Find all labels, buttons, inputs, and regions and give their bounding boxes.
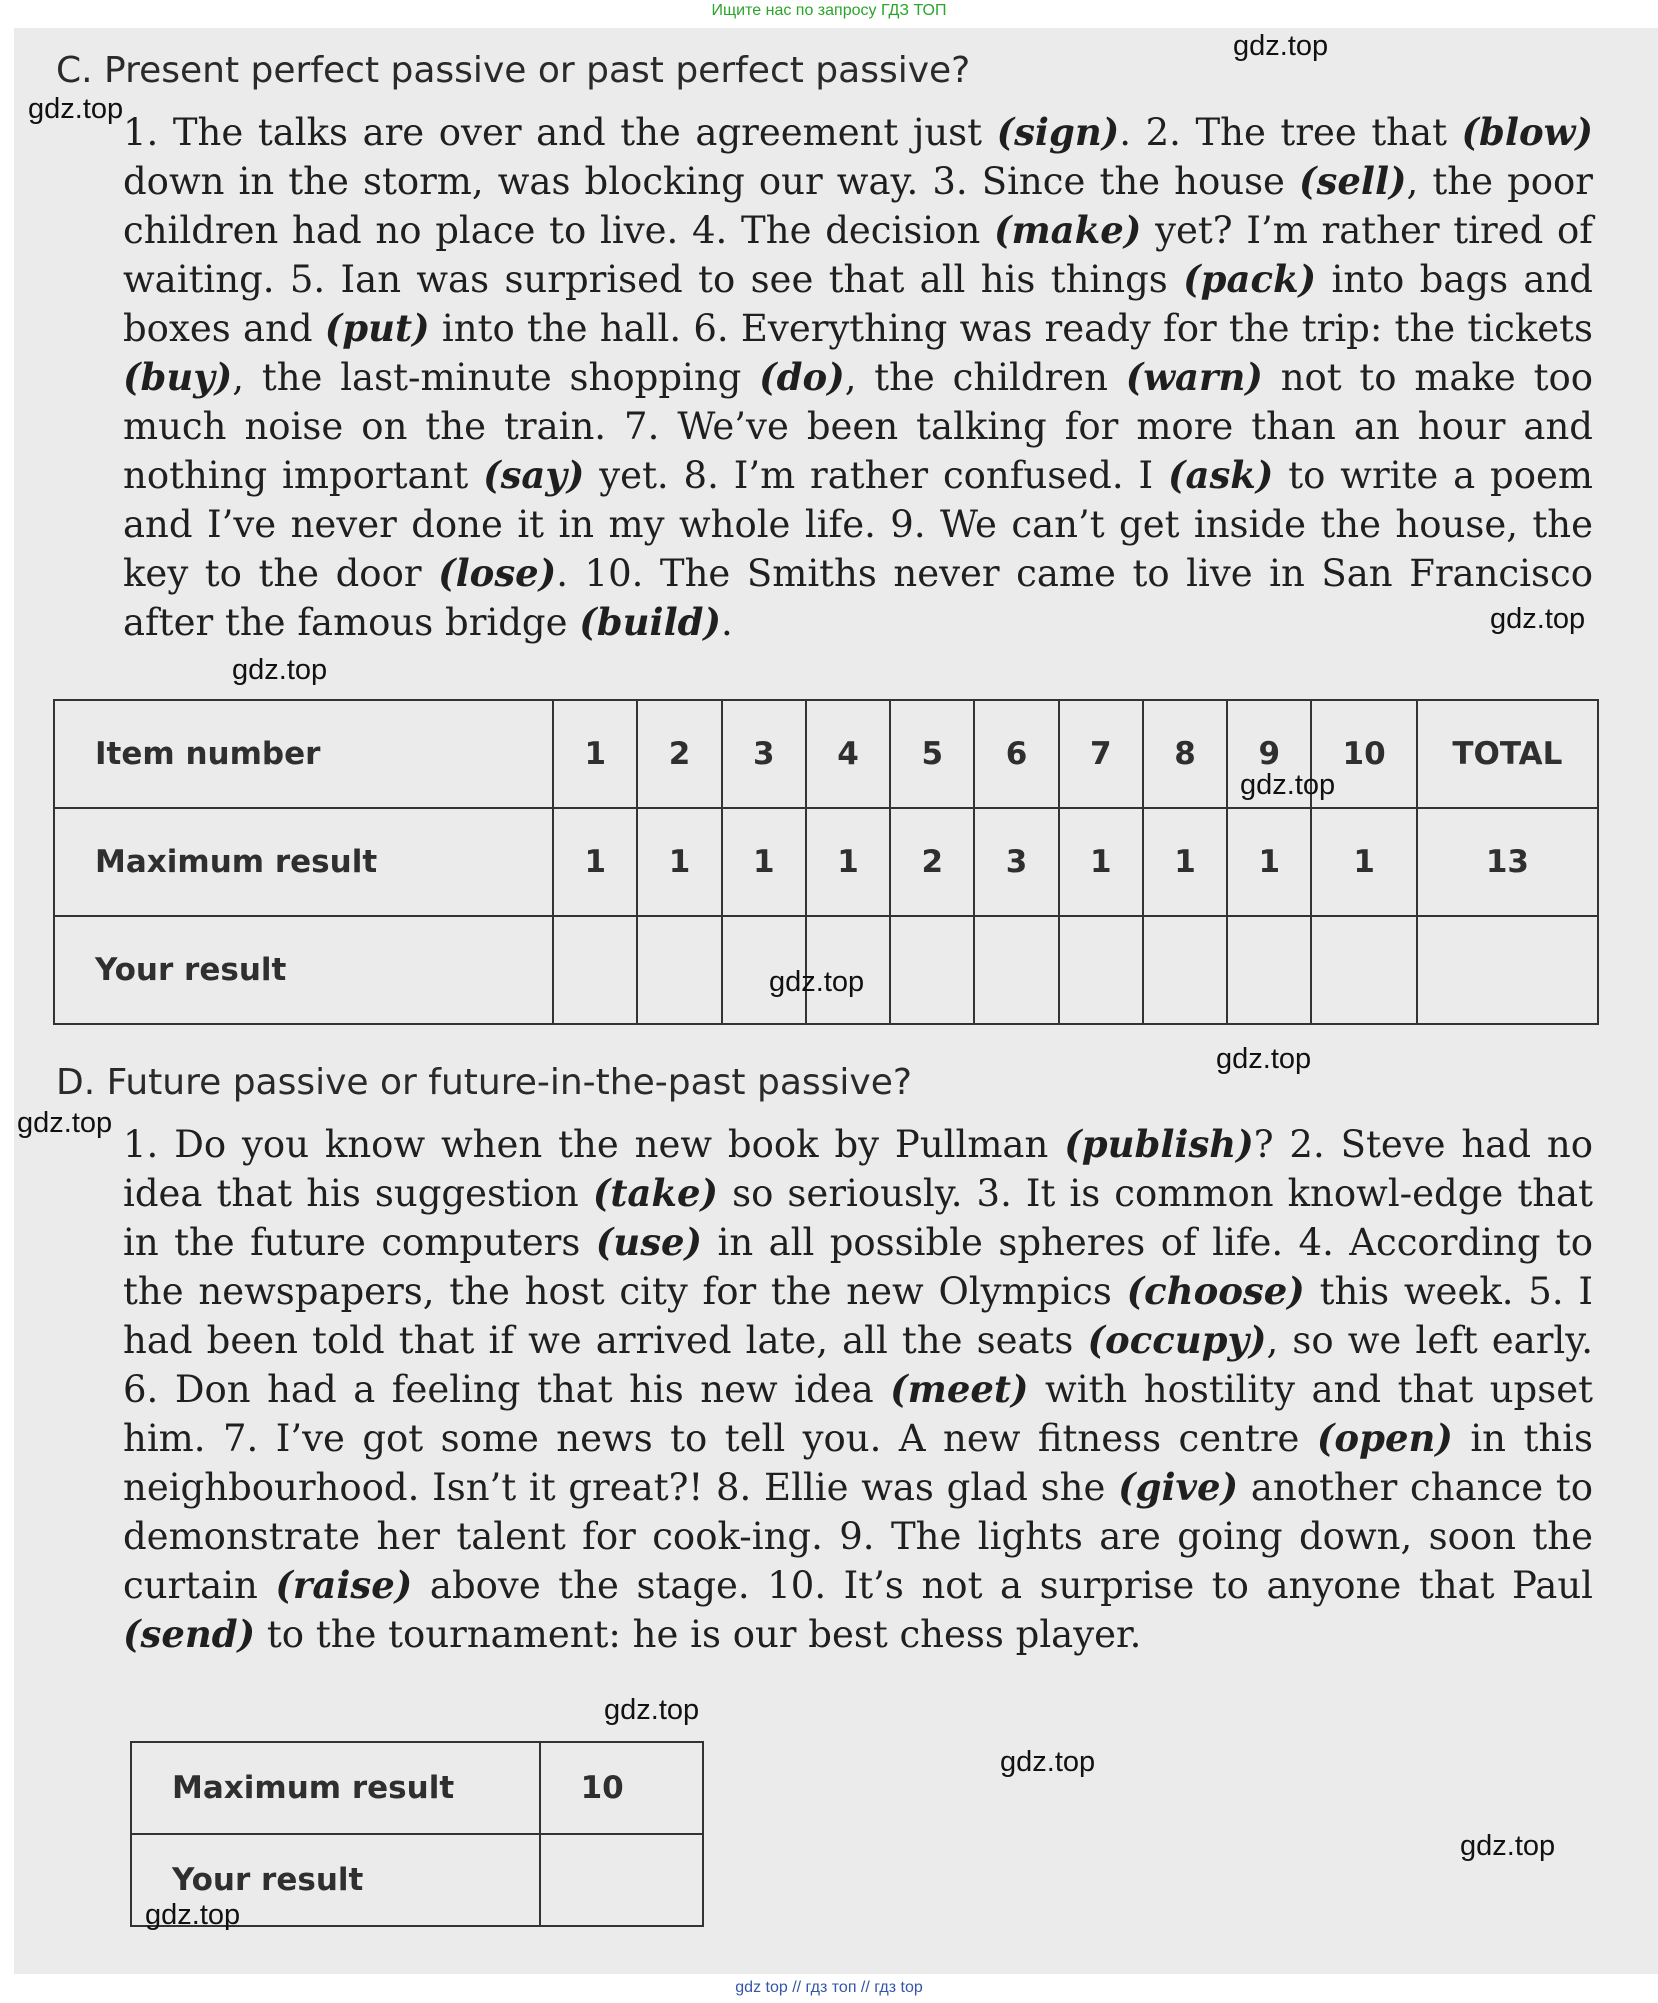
your-result-label: Your result xyxy=(131,1834,540,1926)
exercise-text-segment: , the children xyxy=(844,356,1126,399)
watermark: gdz.top xyxy=(17,1107,113,1139)
verb-prompt: (take) xyxy=(592,1171,719,1215)
your-result-cell[interactable] xyxy=(1227,916,1311,1024)
exercise-text-segment: with hostility and that upset him. 7. I’ve got some news to tell you. A new fitness centre xyxy=(123,1368,1593,1460)
verb-prompt: (open) xyxy=(1316,1416,1453,1460)
item-cell: 3 xyxy=(722,700,806,808)
maximum-result-label: Maximum result xyxy=(54,808,553,916)
max-cell: 1 xyxy=(1311,808,1416,916)
exercise-text-segment: above the stage. 10. It’s not a surprise to anyone that Paul xyxy=(412,1564,1594,1607)
exercise-text-segment: so seriously. 3. It is common knowl-edge that in the future computers xyxy=(123,1172,1593,1264)
exercise-text-segment: into bags and boxes and xyxy=(123,258,1593,350)
exercise-text-segment: in all possible spheres of life. 4. According to the newspapers, the host city for the new Olympics xyxy=(123,1221,1593,1313)
your-result-cell[interactable] xyxy=(540,1834,703,1926)
item-cell: 1 xyxy=(553,700,637,808)
section-c-heading: C. Present perfect passive or past perfect passive? xyxy=(56,50,971,91)
verb-prompt: (say) xyxy=(483,453,585,497)
watermark: gdz.top xyxy=(1240,769,1336,801)
item-cell: 6 xyxy=(974,700,1058,808)
verb-prompt: (publish) xyxy=(1064,1122,1254,1166)
table-row xyxy=(54,808,1598,916)
footer-links[interactable]: gdz top // гдз топ // гдз top xyxy=(735,1979,923,1996)
table-row xyxy=(131,1742,703,1834)
item-cell: 10 xyxy=(1311,700,1416,808)
item-cell: 9 xyxy=(1227,700,1311,808)
verb-prompt: (use) xyxy=(595,1220,703,1264)
watermark: gdz.top xyxy=(1216,1043,1312,1075)
exercise-text-segment: 1. Do you know when the new book by Pullman xyxy=(123,1123,1065,1166)
max-total-cell: 13 xyxy=(1417,808,1598,916)
verb-prompt: (put) xyxy=(324,306,430,350)
your-result-cell[interactable] xyxy=(1311,916,1416,1024)
watermark: gdz.top xyxy=(604,1694,700,1726)
watermark: gdz.top xyxy=(232,654,328,686)
exercise-text-segment: 1. The talks are over and the agreement just xyxy=(123,111,997,154)
exercise-text-segment: , so we left early. 6. Don had a feeling that his new idea xyxy=(123,1319,1594,1411)
your-result-label: Your result xyxy=(54,916,553,1024)
exercise-text-segment: not to make too much noise on the train. 7. We’ve been talking for more than an hour and nothing important xyxy=(123,356,1593,497)
watermark: gdz.top xyxy=(1490,603,1586,635)
item-cell: 4 xyxy=(806,700,890,808)
your-result-cell[interactable] xyxy=(1143,916,1227,1024)
verb-prompt: (choose) xyxy=(1126,1269,1305,1313)
verb-prompt: (buy) xyxy=(123,355,233,399)
verb-prompt: (warn) xyxy=(1125,355,1263,399)
exercise-text-segment: . xyxy=(721,601,733,644)
exercise-text-segment: ? 2. Steve had no idea that his suggestion xyxy=(123,1123,1593,1215)
your-result-cell[interactable] xyxy=(637,916,721,1024)
verb-prompt: (ask) xyxy=(1167,453,1274,497)
your-result-cell[interactable] xyxy=(974,916,1058,1024)
verb-prompt: (raise) xyxy=(275,1563,413,1607)
max-cell: 1 xyxy=(553,808,637,916)
exercise-text-segment: yet. 8. I’m rather confused. I xyxy=(584,454,1168,497)
max-cell: 1 xyxy=(806,808,890,916)
exercise-text-segment: in this neighbourhood. Isn’t it great?! 8. Ellie was glad she xyxy=(123,1417,1593,1509)
max-cell: 1 xyxy=(722,808,806,916)
exercise-text-segment: , the last-minute shopping xyxy=(232,356,760,399)
table-row xyxy=(54,700,1598,808)
verb-prompt: (give) xyxy=(1118,1465,1239,1509)
verb-prompt: (occupy) xyxy=(1087,1318,1267,1362)
your-result-cell[interactable] xyxy=(553,916,637,1024)
watermark: gdz.top xyxy=(769,966,865,998)
max-cell: 1 xyxy=(637,808,721,916)
verb-prompt: (send) xyxy=(123,1612,256,1656)
item-cell: 2 xyxy=(637,700,721,808)
max-cell: 1 xyxy=(1227,808,1311,916)
item-cell: 8 xyxy=(1143,700,1227,808)
maximum-result-label: Maximum result xyxy=(131,1742,540,1834)
watermark: gdz.top xyxy=(145,1899,241,1931)
verb-prompt: (lose) xyxy=(438,551,557,595)
verb-prompt: (meet) xyxy=(890,1367,1029,1411)
item-number-label: Item number xyxy=(54,700,553,808)
exercise-text-segment: to the tournament: he is our best chess player. xyxy=(255,1613,1142,1656)
max-cell: 1 xyxy=(1059,808,1143,916)
verb-prompt: (pack) xyxy=(1183,257,1317,301)
verb-prompt: (make) xyxy=(994,208,1142,252)
exercise-text-segment: into the hall. 6. Everything was ready for the trip: the tickets xyxy=(429,307,1593,350)
total-header: TOTAL xyxy=(1417,700,1598,808)
item-cell: 7 xyxy=(1059,700,1143,808)
watermark: gdz.top xyxy=(28,93,124,125)
your-result-cell[interactable] xyxy=(890,916,974,1024)
exercise-text-segment: this week. 5. I had been told that if we arrived late, all the seats xyxy=(123,1270,1593,1362)
verb-prompt: (build) xyxy=(579,600,722,644)
section-d-exercise-text xyxy=(123,1120,1593,1659)
verb-prompt: (sell) xyxy=(1299,159,1407,203)
top-banner[interactable]: Ищите нас по запросу ГДЗ ТОП xyxy=(711,2,947,19)
item-cell: 5 xyxy=(890,700,974,808)
watermark: gdz.top xyxy=(1460,1830,1556,1862)
max-total-cell: 10 xyxy=(540,1742,703,1834)
your-result-cell[interactable] xyxy=(1059,916,1143,1024)
exercise-text-segment: , the poor children had no place to live. 4. The decision xyxy=(123,160,1593,252)
verb-prompt: (blow) xyxy=(1461,110,1593,154)
exercise-text-segment: another chance to demonstrate her talent for cook-ing. 9. The lights are going down, soon the curtain xyxy=(123,1466,1593,1607)
section-d-heading: D. Future passive or future-in-the-past passive? xyxy=(56,1062,912,1103)
max-cell: 2 xyxy=(890,808,974,916)
max-cell: 3 xyxy=(974,808,1058,916)
verb-prompt: (do) xyxy=(759,355,845,399)
exercise-text-segment: down in the storm, was blocking our way. 3. Since the house xyxy=(123,160,1300,203)
section-c-exercise-text xyxy=(123,108,1593,647)
max-cell: 1 xyxy=(1143,808,1227,916)
your-result-total-cell[interactable] xyxy=(1417,916,1598,1024)
exercise-text-segment: to write a poem and I’ve never done it in my whole life. 9. We can’t get inside the house, the key to the door xyxy=(123,454,1593,595)
verb-prompt: (sign) xyxy=(996,110,1120,154)
watermark: gdz.top xyxy=(1233,30,1329,62)
exercise-text-segment: yet? I’m rather tired of waiting. 5. Ian was surprised to see that all his things xyxy=(123,209,1593,301)
exercise-text-segment: . 2. The tree that xyxy=(1119,111,1462,154)
watermark: gdz.top xyxy=(1000,1746,1096,1778)
exercise-text-segment: . 10. The Smiths never came to live in San Francisco after the famous bridge xyxy=(123,552,1593,644)
